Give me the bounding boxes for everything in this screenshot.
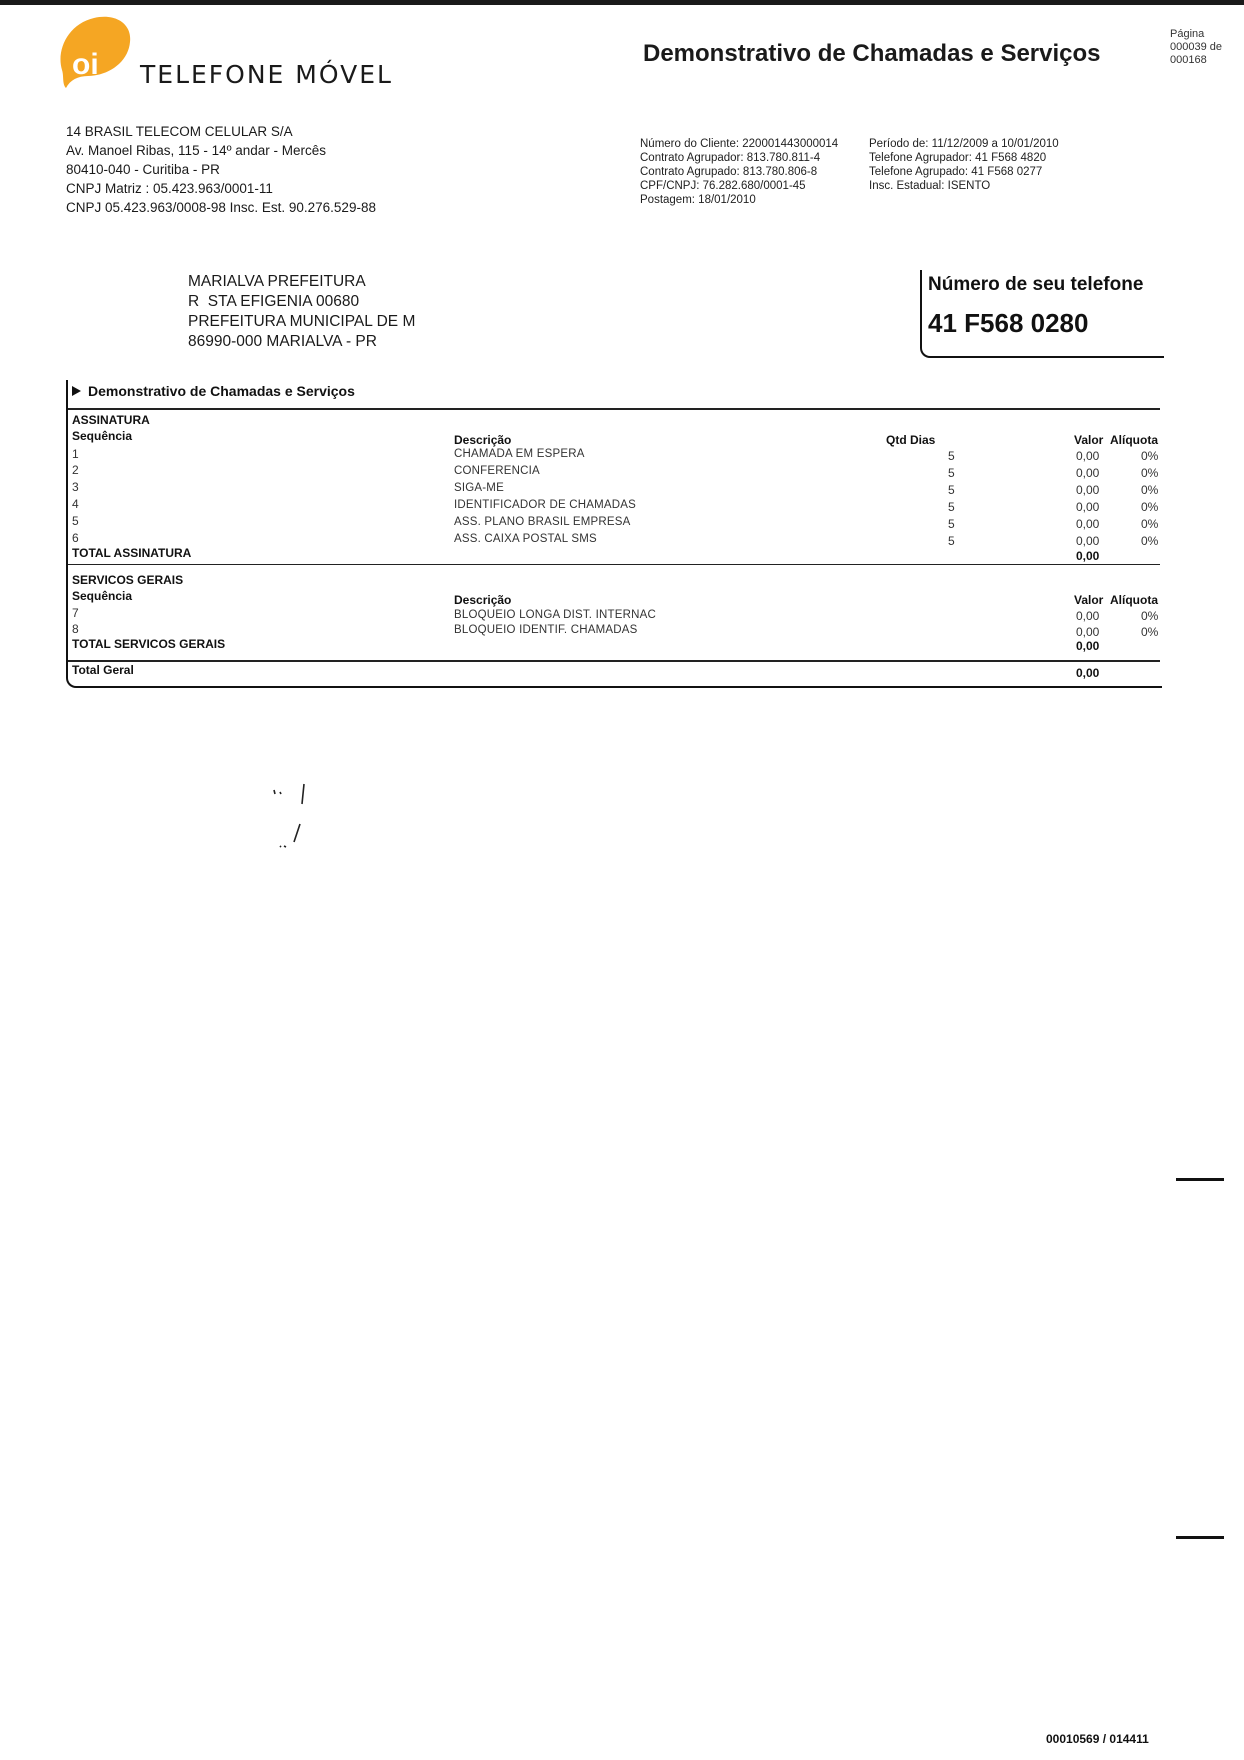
brand-title: TELEFONE MÓVEL: [140, 60, 393, 89]
oi-logo: [54, 14, 136, 90]
col-sequence: Sequência: [72, 589, 133, 603]
recipient-line: R STA EFIGENIA 00680: [188, 293, 360, 310]
statement-heading: Demonstrativo de Chamadas e Serviços: [88, 383, 355, 399]
page-total: 000168: [1170, 54, 1207, 66]
row-qtd: 5: [948, 517, 955, 531]
cpf-cnpj: CPF/CNPJ: 76.282.680/0001-45: [640, 180, 806, 192]
col-valor: Valor: [1074, 593, 1104, 607]
col-description: Descrição: [454, 593, 512, 607]
page-label: Página: [1170, 28, 1205, 40]
divider: [68, 408, 1160, 410]
row-valor: 0,00: [1076, 449, 1100, 463]
posting-date: Postagem: 18/01/2010: [640, 194, 756, 206]
company-line: CNPJ 05.423.963/0008-98 Insc. Est. 90.276.529-88: [66, 200, 376, 215]
client-info-right: [869, 137, 1059, 193]
row-seq: 5: [72, 514, 79, 528]
grand-total-label: Total Geral: [72, 663, 134, 677]
row-seq: 6: [72, 531, 79, 545]
contract-grouped: Contrato Agrupado: 813.780.806-8: [640, 166, 818, 178]
row-qtd: 5: [948, 449, 955, 463]
page-edge-mark: [1176, 1178, 1224, 1181]
divider: [68, 660, 1160, 662]
row-seq: 7: [72, 606, 79, 620]
document-title: Demonstrativo de Chamadas e Serviços: [643, 40, 1101, 67]
row-desc: IDENTIFICADOR DE CHAMADAS: [454, 499, 636, 511]
row-seq: 1: [72, 447, 79, 461]
company-line: CNPJ Matriz : 05.423.963/0001-11: [66, 181, 273, 196]
phone-label: Número de seu telefone: [928, 274, 1144, 295]
row-desc: CHAMADA EM ESPERA: [454, 448, 585, 460]
row-desc: SIGA-ME: [454, 482, 504, 494]
row-valor: 0,00: [1076, 483, 1100, 497]
row-valor: 0,00: [1076, 500, 1100, 514]
row-aliquota: 0%: [1141, 449, 1159, 463]
state-registration: Insc. Estadual: ISENTO: [869, 180, 991, 192]
total-servicos-value: 0,00: [1076, 639, 1100, 653]
phone-grouped: Telefone Agrupado: 41 F568 0277: [869, 166, 1043, 178]
row-aliquota: 0%: [1141, 534, 1159, 548]
row-valor: 0,00: [1076, 517, 1100, 531]
divider: [68, 564, 1160, 565]
row-aliquota: 0%: [1141, 466, 1159, 480]
row-seq: 8: [72, 622, 79, 636]
col-aliquota: Alíquota: [1110, 433, 1158, 447]
row-aliquota: 0%: [1141, 483, 1159, 497]
row-qtd: 5: [948, 483, 955, 497]
company-line: 14 BRASIL TELECOM CELULAR S/A: [66, 124, 293, 139]
row-seq: 4: [72, 497, 79, 511]
recipient-line: 86990-000 MARIALVA - PR: [188, 333, 377, 350]
col-qtd-dias: Qtd Dias: [886, 433, 936, 447]
recipient-line: MARIALVA PREFEITURA: [188, 273, 366, 290]
statement-frame: [66, 380, 1162, 688]
row-aliquota: 0%: [1141, 625, 1159, 639]
company-line: 80410-040 - Curitiba - PR: [66, 162, 220, 177]
grand-total-value: 0,00: [1076, 666, 1100, 680]
recipient-address: [188, 272, 415, 352]
page-current: 000039 de: [1170, 41, 1222, 53]
top-border: [0, 0, 1244, 5]
total-assinatura-label: TOTAL ASSINATURA: [72, 546, 192, 560]
row-valor: 0,00: [1076, 466, 1100, 480]
row-valor: 0,00: [1076, 534, 1100, 548]
billing-period: Período de: 11/12/2009 a 10/01/2010: [869, 138, 1059, 150]
handwritten-mark: [270, 780, 310, 850]
row-desc: CONFERENCIA: [454, 465, 540, 477]
col-sequence: Sequência: [72, 429, 133, 443]
phone-number: 41 F568 0280: [928, 308, 1089, 338]
row-qtd: 5: [948, 466, 955, 480]
client-info-left: [640, 137, 838, 207]
row-desc: BLOQUEIO LONGA DIST. INTERNAC: [454, 609, 656, 621]
logo-text: oi: [72, 48, 99, 81]
play-arrow-icon: [72, 386, 81, 396]
company-block: [66, 122, 376, 217]
row-seq: 3: [72, 480, 79, 494]
recipient-line: PREFEITURA MUNICIPAL DE M: [188, 313, 416, 330]
row-qtd: 5: [948, 500, 955, 514]
row-desc: ASS. PLANO BRASIL EMPRESA: [454, 516, 631, 528]
total-servicos-label: TOTAL SERVICOS GERAIS: [72, 637, 226, 651]
section-title-assinatura: ASSINATURA: [72, 413, 150, 427]
row-aliquota: 0%: [1141, 609, 1159, 623]
page-edge-mark: [1176, 1536, 1224, 1539]
document-code: 00010569 / 014411: [1046, 1732, 1149, 1746]
col-valor: Valor: [1074, 433, 1104, 447]
phone-grouper: Telefone Agrupador: 41 F568 4820: [869, 152, 1047, 164]
row-desc: ASS. CAIXA POSTAL SMS: [454, 533, 597, 545]
contract-grouper: Contrato Agrupador: 813.780.811-4: [640, 152, 821, 164]
row-seq: 2: [72, 463, 79, 477]
row-aliquota: 0%: [1141, 517, 1159, 531]
row-desc: BLOQUEIO IDENTIF. CHAMADAS: [454, 624, 638, 636]
page-info: [1170, 28, 1222, 67]
col-description: Descrição: [454, 433, 512, 447]
section-title-servicos: SERVICOS GERAIS: [72, 573, 184, 587]
row-valor: 0,00: [1076, 609, 1100, 623]
total-assinatura-value: 0,00: [1076, 549, 1100, 563]
client-number: Número do Cliente: 220001443000014: [640, 138, 839, 150]
row-qtd: 5: [948, 534, 955, 548]
col-aliquota: Alíquota: [1110, 593, 1158, 607]
company-line: Av. Manoel Ribas, 115 - 14º andar - Mercês: [66, 143, 327, 158]
row-valor: 0,00: [1076, 625, 1100, 639]
row-aliquota: 0%: [1141, 500, 1159, 514]
